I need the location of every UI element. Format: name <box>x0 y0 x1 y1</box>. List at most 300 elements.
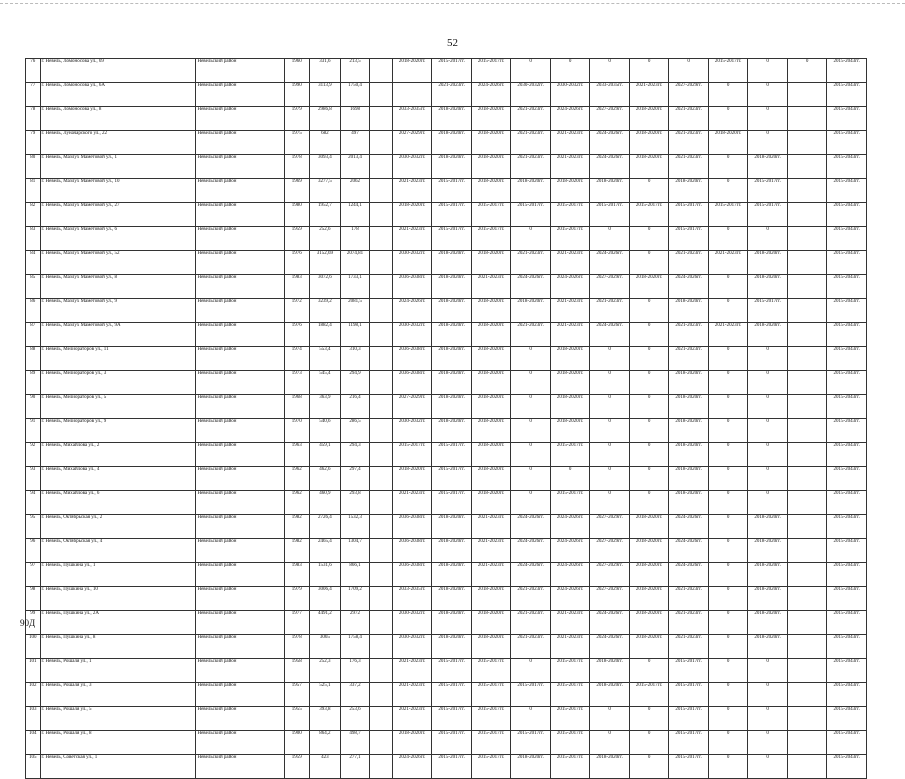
empty-cell <box>370 371 393 395</box>
row-number-cell: 86 <box>26 299 41 323</box>
period-cell: 2021-2023гг. <box>550 131 590 155</box>
total-area-cell: 3072,6 <box>309 275 340 299</box>
address-cell: г. Невель, Михайлова ул., 2 <box>40 443 196 467</box>
period-cell: 0 <box>511 227 551 251</box>
table-row <box>26 443 867 467</box>
period-cell: 2021-2023гг. <box>432 83 472 107</box>
address-cell: г. Невель, Мелиораторов ул., 11 <box>40 347 196 371</box>
row-number-cell: 78 <box>26 107 41 131</box>
total-area-cell: 459,1 <box>309 443 340 467</box>
table-row <box>26 251 867 275</box>
period-cell: 2018-2020гг. <box>471 251 511 275</box>
row-number-cell: 84 <box>26 251 41 275</box>
total-area-cell: 3152,69 <box>309 251 340 275</box>
period-cell <box>787 731 827 755</box>
period-cell: 2030-2032гг. <box>511 83 551 107</box>
period-cell: 0 <box>629 323 669 347</box>
district-cell: Невельский район <box>196 491 284 515</box>
period-cell: 0 <box>629 491 669 515</box>
district-cell: Невельский район <box>196 275 284 299</box>
district-cell: Невельский район <box>196 59 284 83</box>
address-cell: г. Невель, Мелиораторов ул., 9 <box>40 419 196 443</box>
period-cell <box>787 347 827 371</box>
period-cell: 2015-2017гг. <box>748 299 788 323</box>
living-area-cell: 2074,81 <box>340 251 369 275</box>
period-cell: 2018-2020гг. <box>432 371 472 395</box>
period-cell: 2018-2020гг. <box>432 155 472 179</box>
period-cell: 2018-2020гг. <box>629 587 669 611</box>
period-cell: 2030-2032гг. <box>392 611 432 635</box>
period-cell: 2015-2017гг. <box>471 59 511 83</box>
address-cell: г. Невель, Октябрьская ул., 4 <box>40 539 196 563</box>
period-cell: 2018-2020гг. <box>748 611 788 635</box>
period-cell: 2015-2017гг. <box>629 683 669 707</box>
empty-cell <box>370 395 393 419</box>
living-area-cell: 498,7 <box>340 731 369 755</box>
period-cell: 0 <box>708 83 748 107</box>
year-cell: 1957 <box>284 683 309 707</box>
period-cell: 2018-2020гг. <box>708 131 748 155</box>
period-cell: 2018-2020гг. <box>669 299 709 323</box>
footer-code: 90Д <box>20 618 36 628</box>
period-cell: 2018-2020гг. <box>432 635 472 659</box>
period-cell: 2018-2020гг. <box>432 107 472 131</box>
period-cell: 2018-2020гг. <box>669 179 709 203</box>
period-cell: 2027-2029гг. <box>669 83 709 107</box>
living-area-cell: 176,3 <box>340 659 369 683</box>
period-cell: 0 <box>748 83 788 107</box>
period-cell: 2015-2017гг. <box>432 227 472 251</box>
period-cell: 0 <box>590 227 630 251</box>
period-cell: 0 <box>787 59 827 83</box>
period-cell: 0 <box>629 467 669 491</box>
living-area-cell: 1304,7 <box>340 539 369 563</box>
period-cell: 2015-2017гг. <box>708 203 748 227</box>
table-row <box>26 107 867 131</box>
total-area-cell: 2726,4 <box>309 515 340 539</box>
period-cell: 2018-2020гг. <box>669 371 709 395</box>
table-row <box>26 659 867 683</box>
period-cell: 2015-2043гг. <box>827 731 867 755</box>
period-cell: 2021-2023гг. <box>392 683 432 707</box>
year-cell: 1983 <box>284 563 309 587</box>
period-cell: 2015-2017гг. <box>550 755 590 779</box>
district-cell: Невельский район <box>196 227 284 251</box>
period-cell <box>787 179 827 203</box>
period-cell: 0 <box>590 491 630 515</box>
address-cell: г. Невель, Мазлух Маметовой ул., 27 <box>40 203 196 227</box>
period-cell: 2015-2043гг. <box>827 587 867 611</box>
living-area-cell: 2081,5 <box>340 299 369 323</box>
total-area-cell: 1531,6 <box>309 563 340 587</box>
period-cell: 2015-2043гг. <box>827 251 867 275</box>
empty-cell <box>370 323 393 347</box>
district-cell: Невельский район <box>196 251 284 275</box>
table-row <box>26 731 867 755</box>
total-area-cell: 2986,8 <box>309 107 340 131</box>
period-cell: 2021-2023гг. <box>392 179 432 203</box>
period-cell: 2018-2020гг. <box>748 635 788 659</box>
period-cell: 2018-2020гг. <box>432 251 472 275</box>
period-cell: 0 <box>748 227 788 251</box>
period-cell: 2018-2020гг. <box>432 275 472 299</box>
period-cell: 0 <box>748 107 788 131</box>
period-cell: 0 <box>590 419 630 443</box>
period-cell: 2015-2017гг. <box>511 683 551 707</box>
period-cell: 0 <box>708 515 748 539</box>
empty-cell <box>370 539 393 563</box>
district-cell: Невельский район <box>196 635 284 659</box>
table-row <box>26 347 867 371</box>
period-cell: 0 <box>708 275 748 299</box>
period-cell: 2015-2017гг. <box>550 491 590 515</box>
period-cell <box>787 539 827 563</box>
row-number-cell: 98 <box>26 587 41 611</box>
period-cell: 2021-2023гг. <box>511 131 551 155</box>
period-cell: 0 <box>708 707 748 731</box>
period-cell: 2036-2038гг. <box>392 539 432 563</box>
period-cell: 2030-2032гг. <box>392 155 432 179</box>
period-cell: 0 <box>748 347 788 371</box>
period-cell: 0 <box>629 443 669 467</box>
period-cell: 2015-2017гг. <box>669 683 709 707</box>
period-cell: 0 <box>708 347 748 371</box>
period-cell: 2015-2017гг. <box>432 491 472 515</box>
period-cell: 2015-2043гг. <box>827 491 867 515</box>
living-area-cell: 866,1 <box>340 563 369 587</box>
period-cell: 2018-2020гг. <box>432 563 472 587</box>
address-cell: г. Невель, Мазлух Маметовой ул., 8 <box>40 275 196 299</box>
empty-cell <box>370 635 393 659</box>
period-cell: 2018-2020гг. <box>669 491 709 515</box>
row-number-cell: 97 <box>26 563 41 587</box>
period-cell: 2021-2023гг. <box>511 587 551 611</box>
row-number-cell: 77 <box>26 83 41 107</box>
total-area-cell: 460,9 <box>309 491 340 515</box>
address-cell: г. Невель, Луначарского ул., 22 <box>40 131 196 155</box>
total-area-cell: 252,6 <box>309 227 340 251</box>
address-cell: г. Невель, Пушкина ул., 10 <box>40 587 196 611</box>
period-cell: 2036-2038гг. <box>392 275 432 299</box>
period-cell: 2021-2023гг. <box>392 659 432 683</box>
period-cell <box>787 275 827 299</box>
row-number-cell: 82 <box>26 203 41 227</box>
period-cell <box>787 491 827 515</box>
period-cell: 2024-2026гг. <box>590 251 630 275</box>
period-cell: 2018-2020гг. <box>590 683 630 707</box>
year-cell: 1959 <box>284 227 309 251</box>
empty-cell <box>370 275 393 299</box>
period-cell <box>787 371 827 395</box>
address-cell: г. Невель, Мазлух Маметовой ул., 1 <box>40 155 196 179</box>
period-cell: 2021-2023гг. <box>511 251 551 275</box>
period-cell: 2030-2032гг. <box>392 323 432 347</box>
period-cell: 0 <box>708 659 748 683</box>
period-cell: 2018-2020гг. <box>432 419 472 443</box>
period-cell <box>787 203 827 227</box>
period-cell: 2015-2043гг. <box>827 419 867 443</box>
period-cell: 2015-2017гг. <box>629 203 669 227</box>
period-cell: 2015-2017гг. <box>432 179 472 203</box>
period-cell: 2018-2020гг. <box>392 467 432 491</box>
district-cell: Невельский район <box>196 395 284 419</box>
total-area-cell: 540,6 <box>309 419 340 443</box>
period-cell: 2015-2043гг. <box>827 611 867 635</box>
empty-cell <box>370 707 393 731</box>
period-cell: 0 <box>590 59 630 83</box>
period-cell: 0 <box>708 755 748 779</box>
table-row <box>26 275 867 299</box>
period-cell: 2036-2038гг. <box>392 515 432 539</box>
year-cell: 1973 <box>284 371 309 395</box>
total-area-cell: 1882,4 <box>309 323 340 347</box>
period-cell: 0 <box>511 371 551 395</box>
period-cell: 2018-2020гг. <box>669 467 709 491</box>
empty-cell <box>370 251 393 275</box>
total-area-cell: 864,2 <box>309 731 340 755</box>
row-number-cell: 83 <box>26 227 41 251</box>
table-row <box>26 707 867 731</box>
total-area-cell: 363,9 <box>309 395 340 419</box>
period-cell: 2015-2017гг. <box>669 755 709 779</box>
period-cell: 2024-2026гг. <box>511 515 551 539</box>
row-number-cell: 79 <box>26 131 41 155</box>
period-cell: 2018-2020гг. <box>550 347 590 371</box>
period-cell: 2024-2026гг. <box>590 611 630 635</box>
year-cell: 1982 <box>284 539 309 563</box>
period-cell: 2021-2023гг. <box>669 155 709 179</box>
year-cell: 1959 <box>284 755 309 779</box>
row-number-cell: 99 <box>26 611 41 635</box>
period-cell: 2015-2043гг. <box>827 323 867 347</box>
period-cell: 2015-2017гг. <box>669 227 709 251</box>
living-area-cell: 337,2 <box>340 683 369 707</box>
living-area-cell: 497 <box>340 131 369 155</box>
address-cell: г. Невель, Ломоносова ул., 69 <box>40 59 196 83</box>
period-cell: 0 <box>708 443 748 467</box>
period-cell: 2018-2020гг. <box>471 419 511 443</box>
period-cell: 0 <box>629 707 669 731</box>
period-cell: 2027-2029гг. <box>590 515 630 539</box>
period-cell: 2018-2020гг. <box>669 419 709 443</box>
period-cell: 2015-2043гг. <box>827 635 867 659</box>
table-row <box>26 179 867 203</box>
address-cell: г. Невель, Мелиораторов ул., 5 <box>40 395 196 419</box>
table-row <box>26 491 867 515</box>
empty-cell <box>370 347 393 371</box>
empty-cell <box>370 491 393 515</box>
period-cell: 2021-2023гг. <box>471 515 511 539</box>
period-cell: 0 <box>748 131 788 155</box>
period-cell: 2024-2026гг. <box>590 323 630 347</box>
year-cell: 1983 <box>284 275 309 299</box>
address-cell: г. Невель, Рошаля ул., 8 <box>40 731 196 755</box>
period-cell: 2021-2023гг. <box>550 251 590 275</box>
living-area-cell: 294,3 <box>340 443 369 467</box>
address-cell: г. Невель, Мазлух Маметовой ул., 52 <box>40 251 196 275</box>
district-cell: Невельский район <box>196 707 284 731</box>
period-cell: 2018-2020гг. <box>471 587 511 611</box>
period-cell: 0 <box>629 419 669 443</box>
period-cell <box>787 227 827 251</box>
empty-cell <box>370 203 393 227</box>
period-cell: 0 <box>629 755 669 779</box>
period-cell: 2015-2017гг. <box>511 731 551 755</box>
year-cell: 1963 <box>284 443 309 467</box>
period-cell: 0 <box>708 611 748 635</box>
period-cell <box>787 395 827 419</box>
empty-cell <box>370 659 393 683</box>
period-cell: 2015-2017гг. <box>432 59 472 83</box>
district-cell: Невельский район <box>196 299 284 323</box>
period-cell: 2018-2020гг. <box>748 587 788 611</box>
address-cell: г. Невель, Пушкина ул., 1 <box>40 563 196 587</box>
period-cell: 2015-2043гг. <box>827 227 867 251</box>
period-cell: 2015-2017гг. <box>432 659 472 683</box>
period-cell: 2024-2026гг. <box>511 539 551 563</box>
period-cell: 2015-2017гг. <box>708 59 748 83</box>
row-number-cell: 91 <box>26 419 41 443</box>
period-cell: 2030-2032гг. <box>550 83 590 107</box>
period-cell: 2018-2020гг. <box>748 323 788 347</box>
living-area-cell: 216,4 <box>340 395 369 419</box>
table-row <box>26 683 867 707</box>
table-row <box>26 59 867 83</box>
table-row <box>26 299 867 323</box>
period-cell: 2015-2017гг. <box>748 179 788 203</box>
living-area-cell: 1758,4 <box>340 635 369 659</box>
living-area-cell: 286,5 <box>340 419 369 443</box>
period-cell: 2021-2023гг. <box>392 491 432 515</box>
empty-cell <box>370 155 393 179</box>
period-cell: 2015-2017гг. <box>432 203 472 227</box>
period-cell: 2018-2020гг. <box>432 131 472 155</box>
period-cell: 0 <box>590 707 630 731</box>
period-cell: 2015-2043гг. <box>827 515 867 539</box>
period-cell <box>787 419 827 443</box>
period-cell: 2024-2026гг. <box>550 515 590 539</box>
period-cell: 2021-2023гг. <box>392 707 432 731</box>
period-cell: 0 <box>748 659 788 683</box>
row-number-cell: 89 <box>26 371 41 395</box>
period-cell: 2015-2043гг. <box>827 155 867 179</box>
period-cell: 0 <box>708 419 748 443</box>
period-cell: 0 <box>590 731 630 755</box>
period-cell: 2015-2017гг. <box>392 443 432 467</box>
period-cell: 2018-2020гг. <box>471 107 511 131</box>
district-cell: Невельский район <box>196 731 284 755</box>
period-cell: 0 <box>550 467 590 491</box>
total-area-cell: 545,4 <box>309 371 340 395</box>
period-cell: 0 <box>708 371 748 395</box>
row-number-cell: 88 <box>26 347 41 371</box>
period-cell: 2027-2029гг. <box>590 107 630 131</box>
year-cell: 1900 <box>284 731 309 755</box>
table-row <box>26 587 867 611</box>
period-cell: 0 <box>748 491 788 515</box>
period-cell: 0 <box>708 539 748 563</box>
period-cell: 0 <box>511 443 551 467</box>
period-cell: 2015-2043гг. <box>827 275 867 299</box>
address-cell: г. Невель, Михайлова ул., 6 <box>40 491 196 515</box>
address-cell: г. Невель, Мазлух Маметовой ул., 10 <box>40 179 196 203</box>
row-number-cell: 93 <box>26 467 41 491</box>
period-cell: 2021-2023гг. <box>550 155 590 179</box>
period-cell: 2018-2020гг. <box>471 131 511 155</box>
year-cell: 1978 <box>284 635 309 659</box>
period-cell: 2024-2026гг. <box>392 755 432 779</box>
period-cell: 2027-2029гг. <box>590 587 630 611</box>
district-cell: Невельский район <box>196 755 284 779</box>
period-cell: 2021-2023гг. <box>392 227 432 251</box>
empty-cell <box>370 731 393 755</box>
row-number-cell: 76 <box>26 59 41 83</box>
total-area-cell: 1952,7 <box>309 203 340 227</box>
period-cell: 2015-2017гг. <box>590 203 630 227</box>
row-number-cell: 102 <box>26 683 41 707</box>
district-cell: Невельский район <box>196 347 284 371</box>
period-cell: 2015-2017гг. <box>471 707 511 731</box>
empty-cell <box>370 83 393 107</box>
period-cell: 2024-2026гг. <box>669 539 709 563</box>
period-cell: 2018-2020гг. <box>550 419 590 443</box>
address-cell: г. Невель, Мазлух Маметовой ул., 6 <box>40 227 196 251</box>
period-cell: 2018-2020гг. <box>392 731 432 755</box>
period-cell: 2024-2026гг. <box>550 563 590 587</box>
year-cell: 1979 <box>284 587 309 611</box>
table-row <box>26 203 867 227</box>
table-row <box>26 83 867 107</box>
period-cell: 2018-2020гг. <box>590 179 630 203</box>
period-cell: 0 <box>748 371 788 395</box>
period-cell: 2027-2029гг. <box>392 395 432 419</box>
year-cell: 1962 <box>284 467 309 491</box>
period-cell: 0 <box>511 419 551 443</box>
district-cell: Невельский район <box>196 419 284 443</box>
period-cell: 2024-2026гг. <box>550 107 590 131</box>
period-cell: 2015-2017гг. <box>471 203 511 227</box>
period-cell: 2024-2026гг. <box>392 299 432 323</box>
period-cell: 2018-2020гг. <box>629 107 669 131</box>
period-cell: 0 <box>629 251 669 275</box>
period-cell: 2018-2020гг. <box>550 179 590 203</box>
period-cell: 0 <box>629 731 669 755</box>
period-cell: 2018-2020гг. <box>432 539 472 563</box>
district-cell: Невельский район <box>196 443 284 467</box>
period-cell: 0 <box>708 155 748 179</box>
row-number-cell: 92 <box>26 443 41 467</box>
period-cell: 2015-2043гг. <box>827 131 867 155</box>
period-cell: 0 <box>708 179 748 203</box>
period-cell: 2018-2020гг. <box>471 299 511 323</box>
total-area-cell: 3113,9 <box>309 83 340 107</box>
period-cell: 0 <box>511 59 551 83</box>
period-cell: 2015-2017гг. <box>748 203 788 227</box>
district-cell: Невельский район <box>196 179 284 203</box>
district-cell: Невельский район <box>196 323 284 347</box>
living-area-cell: 1698 <box>340 107 369 131</box>
address-cell: г. Невель, Советская ул., 1 <box>40 755 196 779</box>
period-cell: 2018-2020гг. <box>748 539 788 563</box>
row-number-cell: 103 <box>26 707 41 731</box>
period-cell <box>787 443 827 467</box>
district-cell: Невельский район <box>196 155 284 179</box>
period-cell <box>787 515 827 539</box>
period-cell: 2021-2023гг. <box>511 635 551 659</box>
row-number-cell: 80 <box>26 155 41 179</box>
period-cell: 2015-2017гг. <box>550 659 590 683</box>
period-cell: 2030-2032гг. <box>392 251 432 275</box>
